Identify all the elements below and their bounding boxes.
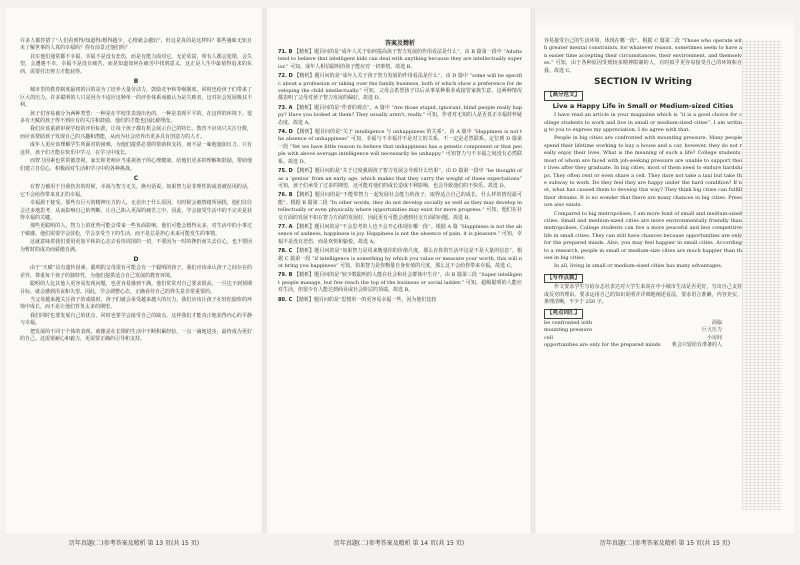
paragraph: 而智力因素也常常被忽视，家长和老师应当重视孩子的心理健康，给他们更多的理解和鼓励，帮助他们建立自信心，积极面对生活和学习中的各种挑战。	[20, 158, 252, 172]
section-heading-c: C	[133, 174, 139, 182]
answer-number: 73. A	[278, 104, 293, 111]
answer-number: 74. D	[278, 129, 293, 136]
answer-explanation: 【精析】题目问的是“关于 intelligence 与 unhappiness 的关系”，由 A 篇中 “Happiness is not the absence of unhappiness” 可知，幸福与不幸福并不是对立的关系，不一定是必然联系。定位到 D 篇第一段 “Yet we have little reason to believe that unhappiness has a genetic component or that people with above average intelligence will necessarily be unhappy.” 可知智力与不幸福之间没有必然联系。故选 D。	[278, 129, 523, 165]
answer-item	[278, 272, 522, 294]
paragraph: 由于“天赋”具有遗传因素，聪明的父母很有可能会有一个聪明的孩子。我们应该承认孩子之间存在的差异，尊重每个孩子的独特性，为他们提供适合自己发展的教育环境。	[20, 265, 252, 279]
answer-number: 72. D	[278, 73, 293, 80]
section-title: SECTION IV Writing	[593, 77, 692, 88]
answer-number: 79. B	[278, 272, 293, 279]
paragraph: 把发展的不同于个体的表现，就像是在长期的生活中不断积累经验，一点一滴地进步，最终成为更好的自己。这需要耐心和毅力，更需要正确的引导和支持。	[20, 328, 252, 343]
paragraph: 那些更聪明的人，智力上的优势可能会带来一些负面影响。他们可能会想得太多，对生活中的小事过于敏感。他们需要学会放松，学会享受当下的生活，而不是总是担心未来可能发生的事情。	[20, 223, 252, 237]
paragraph: 在智力被用于自我伤害的时候，幸福与智力无关，换句话说，如果智力是非理性的或者被误用的话，它不会给你带来真正的幸福。	[20, 184, 252, 198]
answer-item	[278, 49, 522, 71]
essay-paragraph: Compared to big metropolises, I am more fond of small and medium-sized cities. Small and medium-sized cities are more environmentally friendly than metropolises. College students can live a more peaceful and less competitive life in small cities. They can still have chances because opportunities are only for the prepared minds. Also, you may feel happier in small cities. According to a research, people in small or medium-size cities are much happier than those in big cities.	[544, 210, 742, 261]
page-13-body	[20, 38, 252, 343]
paragraph: 我们同时也要发展自己的优点，同时也要学会接受自己的缺点，这样我们才能真正地获得内心的平静与幸福。	[20, 312, 252, 327]
page-fold	[531, 8, 535, 533]
answer-explanation: 【精析】题目问的是“关于过度强调孩子智力发展会导致什么结果”。由 D 篇第一段中 “be thought of as a 'genius' from an early age, which makes that they carry the weight of these expectations” 可知，孩子们承受了过多的期望，这可能对他们的成长造成不利影响，也会导致他们的不快乐。故选 D。	[278, 168, 522, 189]
answer-number: 71. B	[278, 49, 293, 55]
page-footer: 历年真题(二)参考答案及精析 第 13 页(共 15 页)	[68, 540, 200, 547]
answer-explanation: 【精析】题目问的是“如果智力是用来衡量你的价值尺度，那么在你的生活中这是不是大量的信息”。根据 C 篇第一段 “if intelligence is something by which you value or measure your worth, this will not bring you happiness” 可知，如果智力是你衡量自身价值的尺度，那么这不会给你带来幸福。故选 C。	[278, 248, 522, 269]
guide-paragraph: 作文要求学生写给杂志社表达对大学生来说在中小城市生活是否更好，写出自己支持或反对的理由。要求运用自己的知识说明并详细地阐述看法，要求语言准确，内容充实，条理清晰，不少于 250 字。	[544, 284, 742, 305]
phrase-zh: 机会只留给有准备的人	[671, 342, 722, 349]
answer-explanation: 【精析】题目问的是“成年人关于孩子智力发展的作用看法是什么”。由 D 篇中 “some will be specific about a profession or taking over the family business, both of which show a preference for developing the child intellectually.” 可知，父母会希望孩子以后从事某种职业或接管家族生意，这两种情况都表明了父母对孩子智力发展的偏好。故选 D。	[278, 73, 522, 102]
phrase-en: be confronted with	[544, 319, 593, 326]
paragraph: 成年人更应该理解学生所面对的困难，为他们提供必要的帮助和支持，而不是一味地施加压力。只有这样，孩子们才能在快乐中学习，在学习中成长。	[20, 142, 252, 156]
answer-item	[278, 168, 522, 190]
answer-item	[278, 297, 522, 304]
answer-item	[278, 224, 522, 246]
essay-paragraph: People in big cities are confronted with mounting pressure. Many people spend their lifetime working to buy a house and a car, however, they do not really enjoy their lives. What is the meaning of such a life? College students, most of whom are faced with job-seeking pressure are unable to support their lives after they graduate. In big cities, most of them need to endure hardships. They often rent or even share a cell. They dare not take a taxi but take the subway to work. Do they feel they are happy under the hard condition? If not, what has caused them to develop this way? They think big cities can fulfill their dreams. It is no wonder that there are many chances in big cities. Pressure also exists.	[544, 135, 742, 209]
paragraph: 许多人都答错了“人们看到得/知道得/想得越少，心情就会越好”，但这是真的是这样吗？那些愚昧无知且未了解世事的人真的幸福吗？你有前景过他们吗？	[20, 38, 252, 52]
paragraph: 聪明的人比其他人更容易发现问题，也更容易感到不满。他们常常对自己要求很高，一旦达不到预期目标，就会感到沮丧和失望。因此，学会调整心态，正确看待自己的得失是非常重要的。	[20, 281, 252, 295]
paragraph: 这就意味着我们要用更加平和的心态去看待周围的一切，不要因为一时的挫折而失去信心，也不要因为暂时的成功而骄傲自满。	[20, 239, 252, 253]
page-13	[6, 8, 262, 533]
phrase-en: cell	[544, 334, 553, 341]
phrase-en: mounting pressure	[544, 327, 593, 334]
page-footer: 历年真题(二)参考答案及精析 第 15 页(共 15 页)	[599, 540, 731, 547]
page-footer: 历年真题(二)参考答案及精析 第 14 页(共 15 页)	[333, 540, 465, 547]
answer-number: 78. C	[278, 248, 293, 255]
paragraph: 容易接受自己的生活环境，体现在哪一段”。根据 C 篇第二段 “Those who operate with greater mental constraints, for whatever reason, sometimes seem to have an easier time accepting their circumstances, their environment, and themselves.” 可知，由于各种原因受到较多精神限制的人，有时似乎更容易接受自己的环境和自我。故选 C。	[544, 38, 742, 74]
phrase-row	[544, 335, 742, 342]
page-fold	[262, 8, 266, 533]
paragraph: 其实他们通常都不幸福，幸福不是没有悲伤，而是有能力面对它。无论贫富，所有人都会犯错，会失望，会遭遇不幸。幸福不是没有痛苦，而是知道如何在痛苦中找到意义，这正是人生中最值得追求的东西，需要付出努力才能获得。	[20, 53, 252, 75]
answer-number: 80. C	[278, 296, 293, 303]
scan-pattern	[742, 40, 782, 510]
paragraph: 幸福源于接受。那些有巨大的精神压力的人，无论出于什么原因，有时候会被情绪所困扰，他们往往会过多地思考，从而影响自己的判断，让自己陷入更深的痛苦之中。因此，学会接受生活中的不完美是获得幸福的关键。	[20, 200, 252, 221]
section-heading-b: B	[133, 78, 139, 86]
phrase-row	[544, 327, 742, 334]
answer-item	[278, 192, 522, 222]
scan-shade	[536, 8, 794, 30]
page-14	[268, 8, 530, 533]
answer-number: 75. D	[278, 168, 293, 175]
answer-explanation: 【精析】题目问的是“作者的观点”。A 篇中 “Are those stupid, ignorant, blind people really happy? Have you looked at them? They usually aren't, really.” 可知，作者对无知的人是否真正幸福持怀疑态度。故选 A。	[278, 104, 523, 126]
phrase-zh: 面临	[711, 319, 722, 326]
answers-heading: 答案及精析	[384, 40, 415, 47]
essay-paragraph: I have read an article in your magazine which is “it is a good choice for college students to work and live in small or medium-sized cities”. I am writing to you to express my appreciation. I do agree with that.	[544, 112, 742, 134]
answer-item	[278, 105, 522, 127]
phrase-zh: 巨大压力	[701, 327, 722, 334]
paragraph: 当父母越来越关注孩子的成绩时，孩子们就会承受越来越大的压力。我们应该让孩子在轻松愉快的环境中成长，而不是让他们背负太多的期望。	[20, 297, 252, 311]
answer-explanation: 【精析】题目问的是“思想单一的更容易幸福一些，因为他们比较	[293, 296, 437, 303]
writing-guide-label: 【写作点拨】	[544, 274, 583, 283]
essay-title: Live a Happy Life in Small or Medium-sized Cities	[552, 101, 734, 110]
section-heading-d: D	[133, 255, 139, 263]
paragraph: 我们应该重新审视学校的评价标准，让每个孩子都有机会展示自己的特长。教育不应该只关注分数，而应该帮助孩子发现自己的兴趣和潜能，从而为社会培养出更多具有创造力的人才。	[20, 126, 252, 140]
essay-paragraph: In all, living in small or medium-sized cities has many advantages.	[554, 263, 723, 270]
phrase-zh: 小房间	[706, 334, 722, 341]
answer-item	[278, 248, 522, 270]
paragraph: 孩子们容易被分为两种类型：一种是在学校里表现出色的，一种是表现平平的。在这样的环境下，很多有天赋的孩子得不到应有的关注和鼓励，他们的才能也因此被埋没。	[20, 110, 252, 125]
answer-explanation: 【精析】题目问的是“较少数聪明的人能在社会和社会群体中生存”，由 B 篇第三段 “Super intelligent people manage, but few reach the top of the business or social ladder.” 可知，超级聪明的人能应对生活，但很少有人能达到商业或社会阶层的顶端。故选 B。	[278, 272, 522, 294]
phrase-row	[544, 342, 742, 349]
answer-item	[278, 129, 522, 166]
answer-item	[278, 73, 522, 103]
answer-explanation: 【精析】题目问的是“成年人关于如何提高孩子智力发展的作用看法是什么”，由 B 篇第一段中 “Adults tend to believe that intelligent kids can deal with anything because they are intellectually superior.” 可知，成年人相信聪明的孩子能应对一切事情。故选 B。	[278, 49, 522, 70]
answer-explanation: 【精析】题目问的是“不能带智力一起发展社会能力的孩子，取得适合自己的成长，什么样的情况最可能”。根据 B 篇第二段 “In other words, they do not develop socially as well as they may develop intellectually or even physically where opportunities may exist for more progress.” 可知，他们在社交方面的发展不如在智力方面的发展好，因此更有可能会遇到社交方面的问题。故选 B。	[278, 192, 522, 221]
paragraph: 城市里的教育制度最初的目的是为了培养大量劳动力，鼓励竞争和等级制度，同时也给孩子们带来了巨大的压力。许多聪明的人只是因为不适应这种单一的评价体系而被认为是失败者，这对社会发展极其不利。	[20, 87, 252, 109]
phrase-list	[544, 320, 742, 350]
phrases-label: 【亮点词汇】	[544, 309, 583, 318]
phrase-en: opportunities are only for the prepared minds	[544, 342, 661, 349]
answer-explanation: 【精析】题目问的是“不会思考的人也不会开心体现在哪一段”。根据 A 篇 “Happiness is not the absence of sadness, happiness is joy. Happiness is not the absence of pain, it is pleasure.” 可知，幸福不是没有悲伤，而是欢快和愉悦。故选 A。	[278, 223, 522, 245]
model-essay-label: 【高分范文】	[544, 91, 583, 100]
answer-number: 77. A	[278, 223, 293, 230]
answer-number: 76. B	[278, 192, 293, 199]
